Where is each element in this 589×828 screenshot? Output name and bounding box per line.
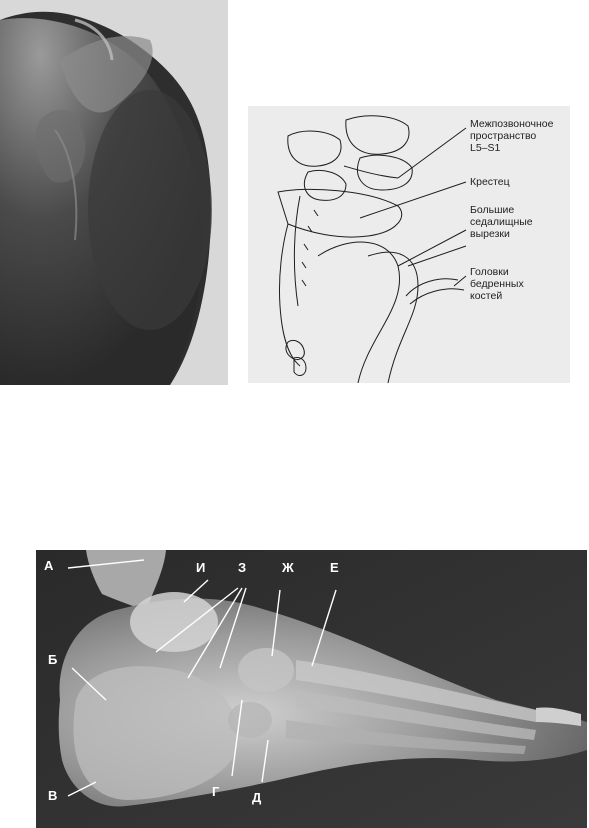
- label-e: Е: [330, 560, 339, 575]
- label-v: В: [48, 788, 58, 803]
- label-a: А: [44, 558, 54, 573]
- label-b: Б: [48, 652, 58, 667]
- label-g: Г: [212, 784, 220, 799]
- label-z: З: [238, 560, 247, 575]
- foot-xray-image: [36, 550, 587, 828]
- label-disc-space: Межпозвоночное пространство L5–S1: [470, 118, 554, 154]
- lumbosacral-diagram: [248, 106, 570, 383]
- label-i: И: [196, 560, 206, 575]
- label-femoral-heads: Головки бедренных костей: [470, 266, 524, 302]
- label-sciatic-notches: Большие седалищные вырезки: [470, 204, 533, 240]
- label-zh: Ж: [282, 560, 294, 575]
- foot-xray: [36, 550, 587, 828]
- label-d: Д: [252, 790, 262, 805]
- lumbosacral-xray: [0, 0, 228, 385]
- label-sacrum: Крестец: [470, 176, 510, 188]
